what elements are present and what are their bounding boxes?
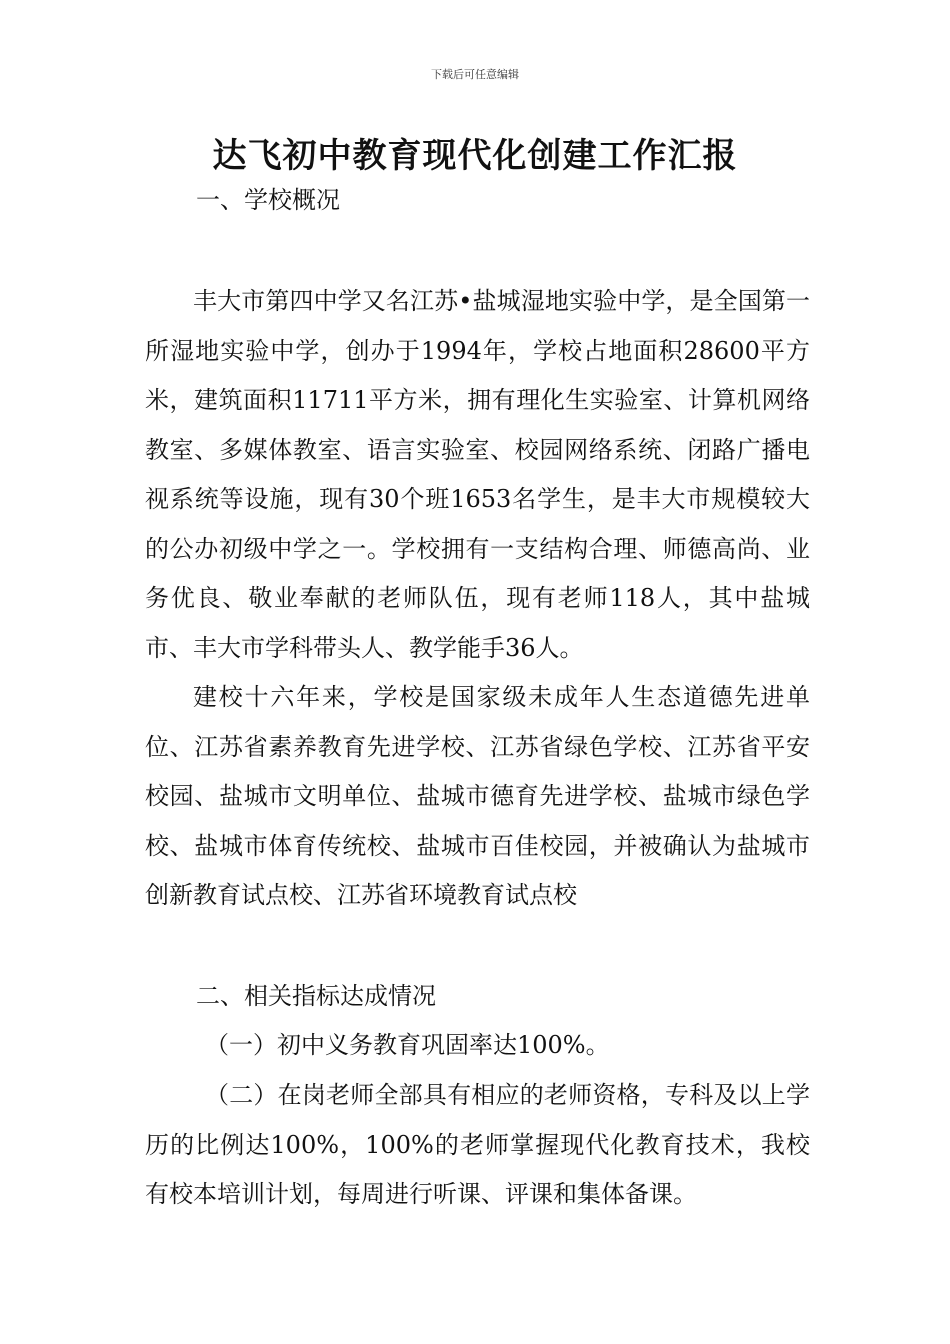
section-heading-1: 一、学校概况	[196, 186, 340, 214]
paragraph-honors: 建校十六年来，学校是国家级未成年人生态道德先进单位、江苏省素养教育先进学校、江苏省绿色学校、江苏省平安校园、盐城市文明单位、盐城市德育先进学校、盐城市绿色学校、盐城市体育传统校、盐城市百佳校园，并被确认为盐城市创新教育试点校、江苏省环境教育试点校	[145, 683, 810, 909]
header-note: 下载后可任意编辑	[431, 68, 519, 81]
document-title: 达飞初中教育现代化创建工作汇报	[212, 136, 738, 176]
subsection-2: （二）在岗老师全部具有相应的老师资格，专科及以上学历的比例达100%，100%的老师掌握现代化教育技术，我校有校本培训计划，每周进行听课、评课和集体备课。	[145, 1081, 810, 1208]
subsection-1: （一）初中义务教育巩固率达100%。	[205, 1031, 610, 1059]
body-block-1	[145, 277, 810, 921]
section-heading-2: 二、相关指标达成情况	[196, 982, 436, 1010]
subsection-2-block	[145, 1071, 810, 1220]
paragraph-overview: 丰大市第四中学又名江苏•盐城湿地实验中学，是全国第一所湿地实验中学，创办于1994年，学校占地面积28600平方米，建筑面积11711平方米，拥有理化生实验室、计算机网络教室、多媒体教室、语言实验室、校园网络系统、闭路广播电视系统等设施，现有30个班1653名学生，是丰大市规模较大的公办初级中学之一。学校拥有一支结构合理、师德高尚、业务优良、敬业奉献的老师队伍，现有老师118人，其中盐城市、丰大市学科带头人、教学能手36人。	[145, 287, 810, 662]
